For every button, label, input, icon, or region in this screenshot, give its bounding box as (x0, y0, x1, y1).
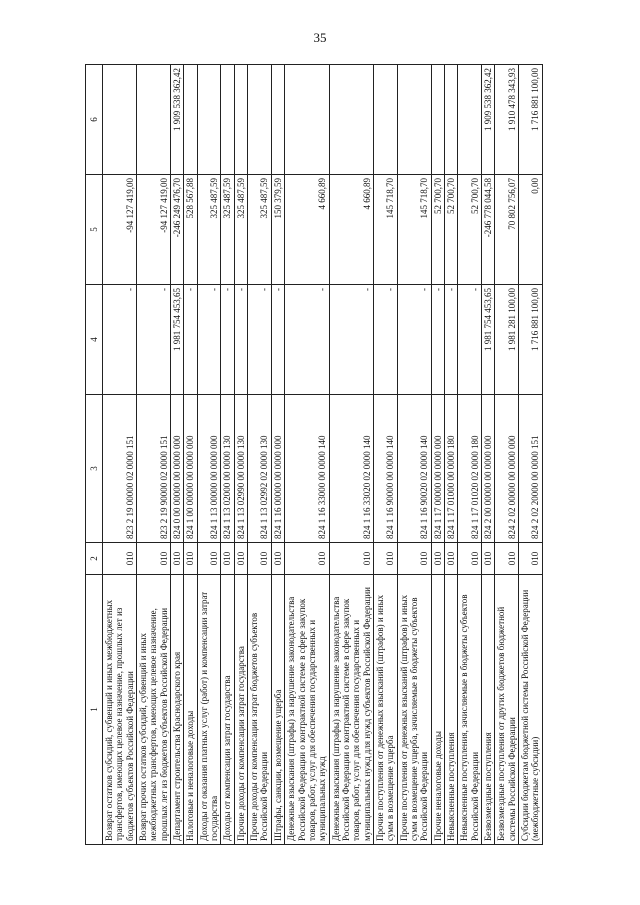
row-kbk-cell: 824 1 16 33020 02 0000 140 (329, 395, 373, 543)
row-kbk-cell: 824 2 00 00000 00 0000 000 (482, 395, 495, 543)
row-code-cell: 010 (431, 543, 444, 575)
row-col4-cell: - (137, 285, 171, 395)
budget-report-table (85, 64, 543, 845)
row-col6-cell (184, 65, 197, 175)
row-name-cell: Субсидии бюджетам бюджетной системы Российской Федерации (межбюджетные субсидии) (519, 575, 543, 845)
row-code-cell: 010 (373, 543, 397, 575)
row-col4-cell: - (444, 285, 457, 395)
table-row (329, 65, 373, 845)
row-code-cell: 010 (397, 543, 431, 575)
table-row (171, 65, 184, 845)
row-name-cell: Невыясненные поступления (444, 575, 457, 845)
table-row (519, 65, 543, 845)
row-col6-cell (197, 65, 221, 175)
row-kbk-cell: 824 1 17 01020 02 0000 180 (458, 395, 482, 543)
row-col4-cell: - (234, 285, 247, 395)
row-col4-cell: - (103, 285, 137, 395)
row-col5-cell: 145 718,70 (373, 175, 397, 285)
row-col4-cell: - (431, 285, 444, 395)
row-name-cell: Доходы от компенсации затрат государства (221, 575, 234, 845)
row-col6-cell (431, 65, 444, 175)
table-row (482, 65, 495, 845)
row-kbk-cell: 824 0 00 00000 00 0000 000 (171, 395, 184, 543)
table-header-row (86, 65, 103, 845)
row-col4-cell: - (397, 285, 431, 395)
row-code-cell: 010 (458, 543, 482, 575)
row-kbk-cell: 824 2 02 20000 00 0000 151 (519, 395, 543, 543)
header-col-4: 4 (86, 285, 103, 395)
table-row (103, 65, 137, 845)
row-code-cell: 010 (329, 543, 373, 575)
row-kbk-cell: 824 1 00 00000 00 0000 000 (184, 395, 197, 543)
row-col6-cell (221, 65, 234, 175)
row-kbk-cell: 824 1 17 01000 00 0000 180 (444, 395, 457, 543)
row-kbk-cell: 823 2 19 90000 02 0000 151 (137, 395, 171, 543)
header-col-5: 5 (86, 175, 103, 285)
row-name-cell: Прочие неналоговые доходы (431, 575, 444, 845)
row-kbk-cell: 824 1 17 00000 00 0000 000 (431, 395, 444, 543)
row-col4-cell: - (221, 285, 234, 395)
header-col-6: 6 (86, 65, 103, 175)
row-kbk-cell: 824 1 13 00000 00 0000 000 (197, 395, 221, 543)
row-col5-cell: 70 802 756,07 (495, 175, 519, 285)
row-col5-cell: 325 487,59 (234, 175, 247, 285)
row-kbk-cell: 824 1 16 90020 02 0000 140 (397, 395, 431, 543)
row-col6-cell (329, 65, 373, 175)
row-col4-cell: 1 716 881 100,00 (519, 285, 543, 395)
row-name-cell: Прочие доходы от компенсации затрат государства (234, 575, 247, 845)
row-code-cell: 010 (137, 543, 171, 575)
row-col5-cell: 52 700,70 (444, 175, 457, 285)
row-col6-cell (285, 65, 329, 175)
row-col6-cell (103, 65, 137, 175)
row-code-cell: 010 (197, 543, 221, 575)
row-col5-cell: -94 127 419,00 (137, 175, 171, 285)
row-col5-cell: -246 249 476,70 (171, 175, 184, 285)
header-col-2: 2 (86, 543, 103, 575)
row-col4-cell: - (184, 285, 197, 395)
row-col4-cell: 1 981 754 453,65 (482, 285, 495, 395)
row-code-cell: 010 (519, 543, 543, 575)
row-kbk-cell: 824 1 13 02000 00 0000 130 (221, 395, 234, 543)
table-container (85, 65, 555, 845)
row-name-cell: Возврат прочих остатков субсидий, субвенций и иных межбюджетных трансфертов, имеющих целевое назначение, прошлых лет из бюджетов субъектов Российской Федерации (137, 575, 171, 845)
row-col6-cell (458, 65, 482, 175)
table-row (248, 65, 272, 845)
row-col5-cell: 52 700,70 (431, 175, 444, 285)
table-row (458, 65, 482, 845)
table-row (234, 65, 247, 845)
row-code-cell: 010 (221, 543, 234, 575)
row-col4-cell: 1 981 281 100,00 (495, 285, 519, 395)
row-code-cell: 010 (495, 543, 519, 575)
row-col4-cell: - (248, 285, 272, 395)
row-code-cell: 010 (285, 543, 329, 575)
row-name-cell: Прочие поступления от денежных взысканий (штрафов) и иных сумм в возмещение ущерба, зачисляемые в бюджеты субъектов Российской Федерации (397, 575, 431, 845)
row-kbk-cell: 824 1 16 33000 00 0000 140 (285, 395, 329, 543)
row-col6-cell (397, 65, 431, 175)
page-number: 35 (313, 30, 327, 45)
row-code-cell: 010 (444, 543, 457, 575)
row-col5-cell: 150 379,59 (271, 175, 284, 285)
row-kbk-cell: 824 1 13 02992 02 0000 130 (248, 395, 272, 543)
row-col5-cell: 52 700,70 (458, 175, 482, 285)
row-kbk-cell: 824 2 02 00000 00 0000 000 (495, 395, 519, 543)
row-name-cell: Штрафы, санкции, возмещение ущерба (271, 575, 284, 845)
row-kbk-cell: 824 1 16 90000 00 0000 140 (373, 395, 397, 543)
row-col4-cell: - (197, 285, 221, 395)
table-row (137, 65, 171, 845)
table-row (444, 65, 457, 845)
row-kbk-cell: 824 1 13 02990 00 0000 130 (234, 395, 247, 543)
row-code-cell: 010 (482, 543, 495, 575)
row-col5-cell: 325 487,59 (248, 175, 272, 285)
row-col5-cell: -94 127 419,00 (103, 175, 137, 285)
row-col4-cell: - (285, 285, 329, 395)
row-col4-cell: - (329, 285, 373, 395)
row-col5-cell: 0,00 (519, 175, 543, 285)
row-name-cell: Прочие поступления от денежных взысканий (штрафов) и иных сумм в возмещение ущерба (373, 575, 397, 845)
row-name-cell: Департамент строительства Краснодарского края (171, 575, 184, 845)
row-col5-cell: 325 487,59 (197, 175, 221, 285)
table-row (397, 65, 431, 845)
row-col6-cell: 1 909 538 362,42 (482, 65, 495, 175)
header-col-3: 3 (86, 395, 103, 543)
row-name-cell: Налоговые и неналоговые доходы (184, 575, 197, 845)
row-col5-cell: 325 487,59 (221, 175, 234, 285)
table-row (184, 65, 197, 845)
row-name-cell: Доходы от оказания платных услуг (работ) и компенсации затрат государства (197, 575, 221, 845)
row-code-cell: 010 (248, 543, 272, 575)
row-col5-cell: 528 567,88 (184, 175, 197, 285)
rotated-table-area (85, 65, 555, 845)
row-col6-cell (137, 65, 171, 175)
row-kbk-cell: 823 2 19 00000 02 0000 151 (103, 395, 137, 543)
row-col6-cell (234, 65, 247, 175)
row-name-cell: Прочие доходы от компенсации затрат бюджетов субъектов Российской Федерации (248, 575, 272, 845)
row-col6-cell (444, 65, 457, 175)
row-col4-cell: - (271, 285, 284, 395)
table-row (373, 65, 397, 845)
row-code-cell: 010 (271, 543, 284, 575)
table-row (285, 65, 329, 845)
row-col4-cell: 1 981 754 453,65 (171, 285, 184, 395)
row-col4-cell: - (458, 285, 482, 395)
table-row (271, 65, 284, 845)
header-col-1: 1 (86, 575, 103, 845)
row-name-cell: Безвозмездные поступления от других бюджетов бюджетной системы Российской Федерации (495, 575, 519, 845)
row-kbk-cell: 824 1 16 00000 00 0000 000 (271, 395, 284, 543)
row-col6-cell (373, 65, 397, 175)
row-name-cell: Денежные взыскания (штрафы) за нарушение законодательства Российской Федерации о контрактной системе в сфере закупок товаров, работ, услуг для обеспечения государственных и муниципальных нужд (285, 575, 329, 845)
row-col6-cell: 1 910 478 343,93 (495, 65, 519, 175)
table-row (495, 65, 519, 845)
row-col6-cell (271, 65, 284, 175)
table-row (431, 65, 444, 845)
row-code-cell: 010 (234, 543, 247, 575)
row-code-cell: 010 (184, 543, 197, 575)
row-name-cell: Денежные взыскания (штрафы) за нарушение законодательства Российской Федерации о контрактной системе в сфере закупок товаров, работ, услуг для обеспечения государственных и муниципальных нужд для нужд субъектов Российской Федерации (329, 575, 373, 845)
table-row (221, 65, 234, 845)
row-name-cell: Безвозмездные поступления (482, 575, 495, 845)
row-code-cell: 010 (103, 543, 137, 575)
row-col5-cell: 145 718,70 (397, 175, 431, 285)
row-name-cell: Возврат остатков субсидий, субвенций и иных межбюджетных трансфертов, имеющих целевое назначение, прошлых лет из бюджетов субъектов Российской Федерации (103, 575, 137, 845)
row-code-cell: 010 (171, 543, 184, 575)
row-col5-cell: 4 660,89 (285, 175, 329, 285)
row-name-cell: Невыясненные поступления, зачисляемые в бюджеты субъектов Российской Федерации (458, 575, 482, 845)
row-col5-cell: 4 660,89 (329, 175, 373, 285)
row-col4-cell: - (373, 285, 397, 395)
row-col6-cell: 1 909 538 362,42 (171, 65, 184, 175)
row-col6-cell (248, 65, 272, 175)
table-row (197, 65, 221, 845)
row-col5-cell: -246 778 044,58 (482, 175, 495, 285)
row-col6-cell: 1 716 881 100,00 (519, 65, 543, 175)
